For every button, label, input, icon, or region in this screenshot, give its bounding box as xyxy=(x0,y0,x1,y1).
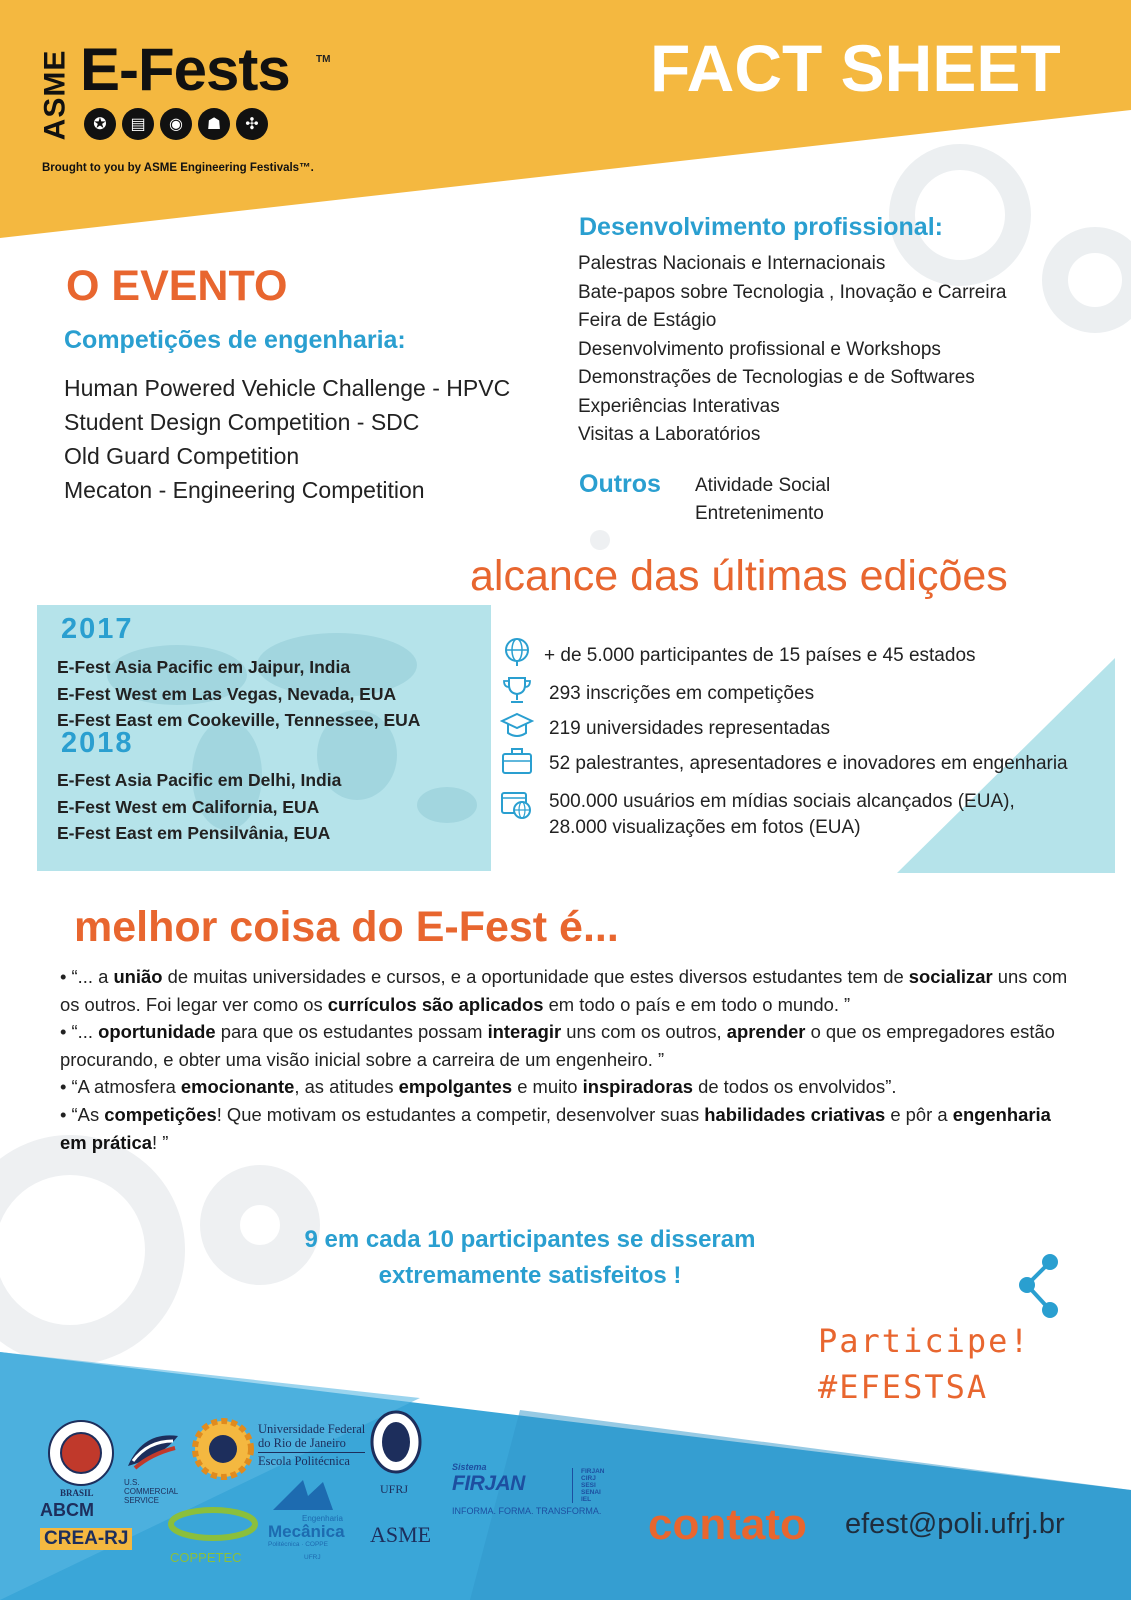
contact-email-link[interactable]: efest@poli.ufrj.br xyxy=(845,1508,1065,1540)
sponsors-left: BRASIL U.S. COMMERCIAL SERVICE Universidade Federal do Rio de Janeiro Escola Politécnica UFRJ ABCM CREA-RJ COPPETEC Engenharia Mecânica Politécnica · COPPE UFRJ ASME xyxy=(40,1412,470,1592)
list-item: E-Fest Asia Pacific em Delhi, India xyxy=(57,770,342,790)
contact-label: contato xyxy=(648,1500,807,1549)
call-to-action: Participe! #EFESTSA xyxy=(818,1322,1031,1406)
stats-list xyxy=(498,635,1128,855)
stat-universidades: 219 universidades representadas xyxy=(549,718,830,739)
list-item: Atividade Social xyxy=(695,475,831,496)
competicoes-title: Competições de engenharia: xyxy=(64,326,406,354)
competicoes-list xyxy=(64,371,510,507)
list-item: Demonstrações de Tecnologias e de Softwares xyxy=(578,367,975,388)
editions-panel xyxy=(37,605,491,871)
testimonial-4: • “As competições! Que motivam os estudantes a competir, desenvolver suas habilidades criativas e pôr a engenharia em prática! ” xyxy=(60,1103,1051,1153)
list-item: E-Fest Asia Pacific em Jaipur, India xyxy=(57,657,351,677)
list-item: Visitas a Laboratórios xyxy=(578,424,761,445)
us-commercial-label: U.S. COMMERCIAL SERVICE xyxy=(124,1478,179,1505)
award-ribbon-icon: ✪ xyxy=(84,108,116,140)
list-item: Entretenimento xyxy=(695,503,824,524)
outros-list xyxy=(695,472,830,528)
presentation-icon: ▤ xyxy=(122,108,154,140)
engenharia-mecanica-logo xyxy=(268,1476,338,1512)
web-browser-icon xyxy=(500,790,534,820)
fact-sheet-title: FACT SHEET xyxy=(650,31,1061,105)
melhor-title: melhor coisa do E-Fest é... xyxy=(74,903,619,951)
trophy-icon xyxy=(500,675,534,705)
graduation-cap-icon xyxy=(500,711,534,741)
logo-icons xyxy=(84,108,268,140)
list-item: Human Powered Vehicle Challenge - HPVC xyxy=(64,375,511,401)
stat-palestrantes: 52 palestrantes, apresentadores e inovadores em engenharia xyxy=(549,753,1068,774)
globe-icon xyxy=(500,637,534,667)
list-item: E-Fest East em Pensilvânia, EUA xyxy=(57,823,331,843)
ufrj-escola-politecnica: Universidade Federal do Rio de Janeiro Escola Politécnica xyxy=(258,1422,366,1468)
firjan-logo: Sistema FIRJAN INFORMA. FORMA. TRANSFORMA. xyxy=(452,1462,602,1516)
stat-fotos: 28.000 visualizações em fotos (EUA) xyxy=(549,817,861,838)
us-commercial-service-logo xyxy=(123,1426,183,1476)
asme-logo-vertical: ASME xyxy=(38,49,72,141)
list-item: Desenvolvimento profissional e Workshops xyxy=(578,338,941,360)
stat-participants: + de 5.000 participantes de 15 países e 45 estados xyxy=(544,645,976,666)
list-item: Feira de Estágio xyxy=(578,310,717,331)
abcm-logo: ABCM xyxy=(40,1500,94,1520)
evento-title: O EVENTO xyxy=(66,262,288,310)
efests-logo-title: E-Fests xyxy=(80,36,290,103)
engenharia-mecanica-label: Engenharia Mecânica Politécnica · COPPE UFRJ xyxy=(268,1514,345,1561)
satisfaction-statement: 9 em cada 10 participantes se disseram extremamente satisfeitos ! xyxy=(304,1226,756,1289)
clube-engenharia-logo xyxy=(46,1418,116,1488)
list-item: Old Guard Competition xyxy=(64,443,300,469)
desenvolvimento-title: Desenvolvimento profissional: xyxy=(579,213,943,241)
briefcase-icon xyxy=(500,746,534,776)
year-2017: 2017 xyxy=(61,613,134,645)
audience-icon: ☗ xyxy=(198,108,230,140)
list-item: Student Design Competition - SDC xyxy=(64,409,420,435)
testimonial-3: • “A atmosfera emocionante, as atitudes empolgantes e muito inspiradoras de todos os envolvidos”. xyxy=(60,1076,897,1098)
list-item: Palestras Nacionais e Internacionais xyxy=(578,253,886,274)
logo-tagline: Brought to you by ASME Engineering Festivals™. xyxy=(42,162,314,174)
list-item: E-Fest East em Cookeville, Tennessee, EUA xyxy=(57,710,421,730)
firjan-box: FIRJAN CIRJ SESI SENAI IEL xyxy=(572,1468,604,1503)
crea-rj-logo: CREA-RJ xyxy=(40,1528,132,1550)
list-item: Bate-papos sobre Tecnologia , Inovação e Carreira xyxy=(578,281,1007,303)
list-item: Mecaton - Engineering Competition xyxy=(64,477,425,503)
testimonials xyxy=(60,963,1070,1156)
stat-inscricoes: 293 inscrições em competições xyxy=(549,683,815,704)
list-item: E-Fest West em Las Vegas, Nevada, EUA xyxy=(57,683,397,704)
testimonial-2: • “... oportunidade para que os estudantes possam interagir uns com os outros, aprender o que os empregadores estão procurando, e obter uma visão inicial sobre a carreira de um engenheiro. ” xyxy=(60,1021,1055,1070)
stat-midias: 500.000 usuários em mídias sociais alcançados (EUA), xyxy=(549,791,1015,812)
list-item: Experiências Interativas xyxy=(578,395,780,417)
events-2017 xyxy=(57,654,420,734)
events-2018 xyxy=(57,767,341,847)
alcance-title: alcance das últimas edições xyxy=(470,552,1008,600)
trademark-mark: TM xyxy=(316,54,331,65)
year-2018: 2018 xyxy=(61,727,134,759)
desenvolvimento-list xyxy=(578,250,1006,450)
conversation-icon: ◉ xyxy=(160,108,192,140)
testimonial-1: • “... a união de muitas universidades e cursos, e a oportunidade que estes diversos estudantes tem de socializar uns com os outros. Foi legar ver como os currículos são aplicados em todo o país e em todo o mundo. ” xyxy=(60,966,1068,1015)
share-icon[interactable] xyxy=(1015,1252,1065,1322)
ufrj-seal-logo xyxy=(368,1408,424,1478)
asme-footer-logo: ASME xyxy=(370,1522,432,1547)
gear-logo xyxy=(190,1416,256,1482)
network-icon: ✣ xyxy=(236,108,268,140)
outros-title: Outros xyxy=(579,470,661,498)
coppetec-logo xyxy=(168,1504,258,1548)
list-item: E-Fest West em California, EUA xyxy=(57,796,320,817)
